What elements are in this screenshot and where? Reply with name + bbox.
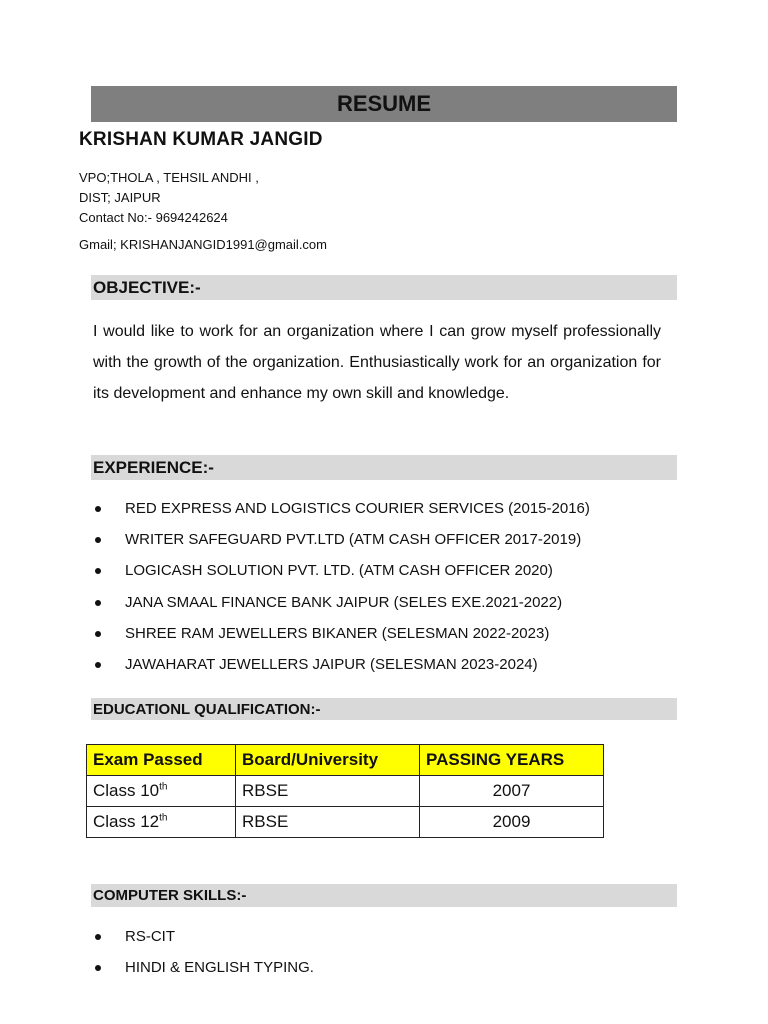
column-header: Board/University (236, 745, 420, 776)
table-row (87, 776, 604, 807)
email-address: Gmail; KRISHANJANGID1991@gmail.com (79, 237, 327, 252)
column-header: Exam Passed (87, 745, 236, 776)
address-line-1: VPO;THOLA , TEHSIL ANDHI , (79, 170, 259, 185)
list-item: LOGICASH SOLUTION PVT. LTD. (ATM CASH OFFICER 2020) (93, 561, 673, 592)
experience-heading: EXPERIENCE:- (91, 455, 677, 480)
list-item: JANA SMAAL FINANCE BANK JAIPUR (SELES EXE.2021-2022) (93, 593, 673, 624)
objective-text: I would like to work for an organization where I can grow myself professionally with the growth of the organization. Enthusiastically work for an organization for its development and enhance my own skill and knowledge. (93, 323, 661, 402)
skills-heading: COMPUTER SKILLS:- (91, 884, 677, 907)
list-item: JAWAHARAT JEWELLERS JAIPUR (SELESMAN 2023-2024) (93, 655, 673, 686)
list-item: HINDI & ENGLISH TYPING. (93, 958, 673, 989)
experience-list (93, 499, 673, 686)
skills-list (93, 927, 673, 989)
exam-cell: Class 10th (87, 776, 236, 807)
education-heading: EDUCATIONL QUALIFICATION:- (91, 698, 677, 720)
column-header: PASSING YEARS (420, 745, 604, 776)
table-header-row (87, 745, 604, 776)
education-table (86, 744, 604, 838)
resume-title: RESUME (91, 86, 677, 122)
objective-heading: OBJECTIVE:- (91, 275, 677, 300)
board-cell: RBSE (236, 807, 420, 838)
list-item: WRITER SAFEGUARD PVT.LTD (ATM CASH OFFICER 2017-2019) (93, 530, 673, 561)
list-item: RS-CIT (93, 927, 673, 958)
year-cell: 2007 (420, 776, 604, 807)
contact-number: Contact No:- 9694242624 (79, 210, 228, 225)
table-row (87, 807, 604, 838)
exam-cell: Class 12th (87, 807, 236, 838)
candidate-name: KRISHAN KUMAR JANGID (79, 129, 323, 150)
board-cell: RBSE (236, 776, 420, 807)
year-cell: 2009 (420, 807, 604, 838)
address-line-2: DIST; JAIPUR (79, 190, 161, 205)
list-item: SHREE RAM JEWELLERS BIKANER (SELESMAN 2022-2023) (93, 624, 673, 655)
list-item: RED EXPRESS AND LOGISTICS COURIER SERVICES (2015-2016) (93, 499, 673, 530)
